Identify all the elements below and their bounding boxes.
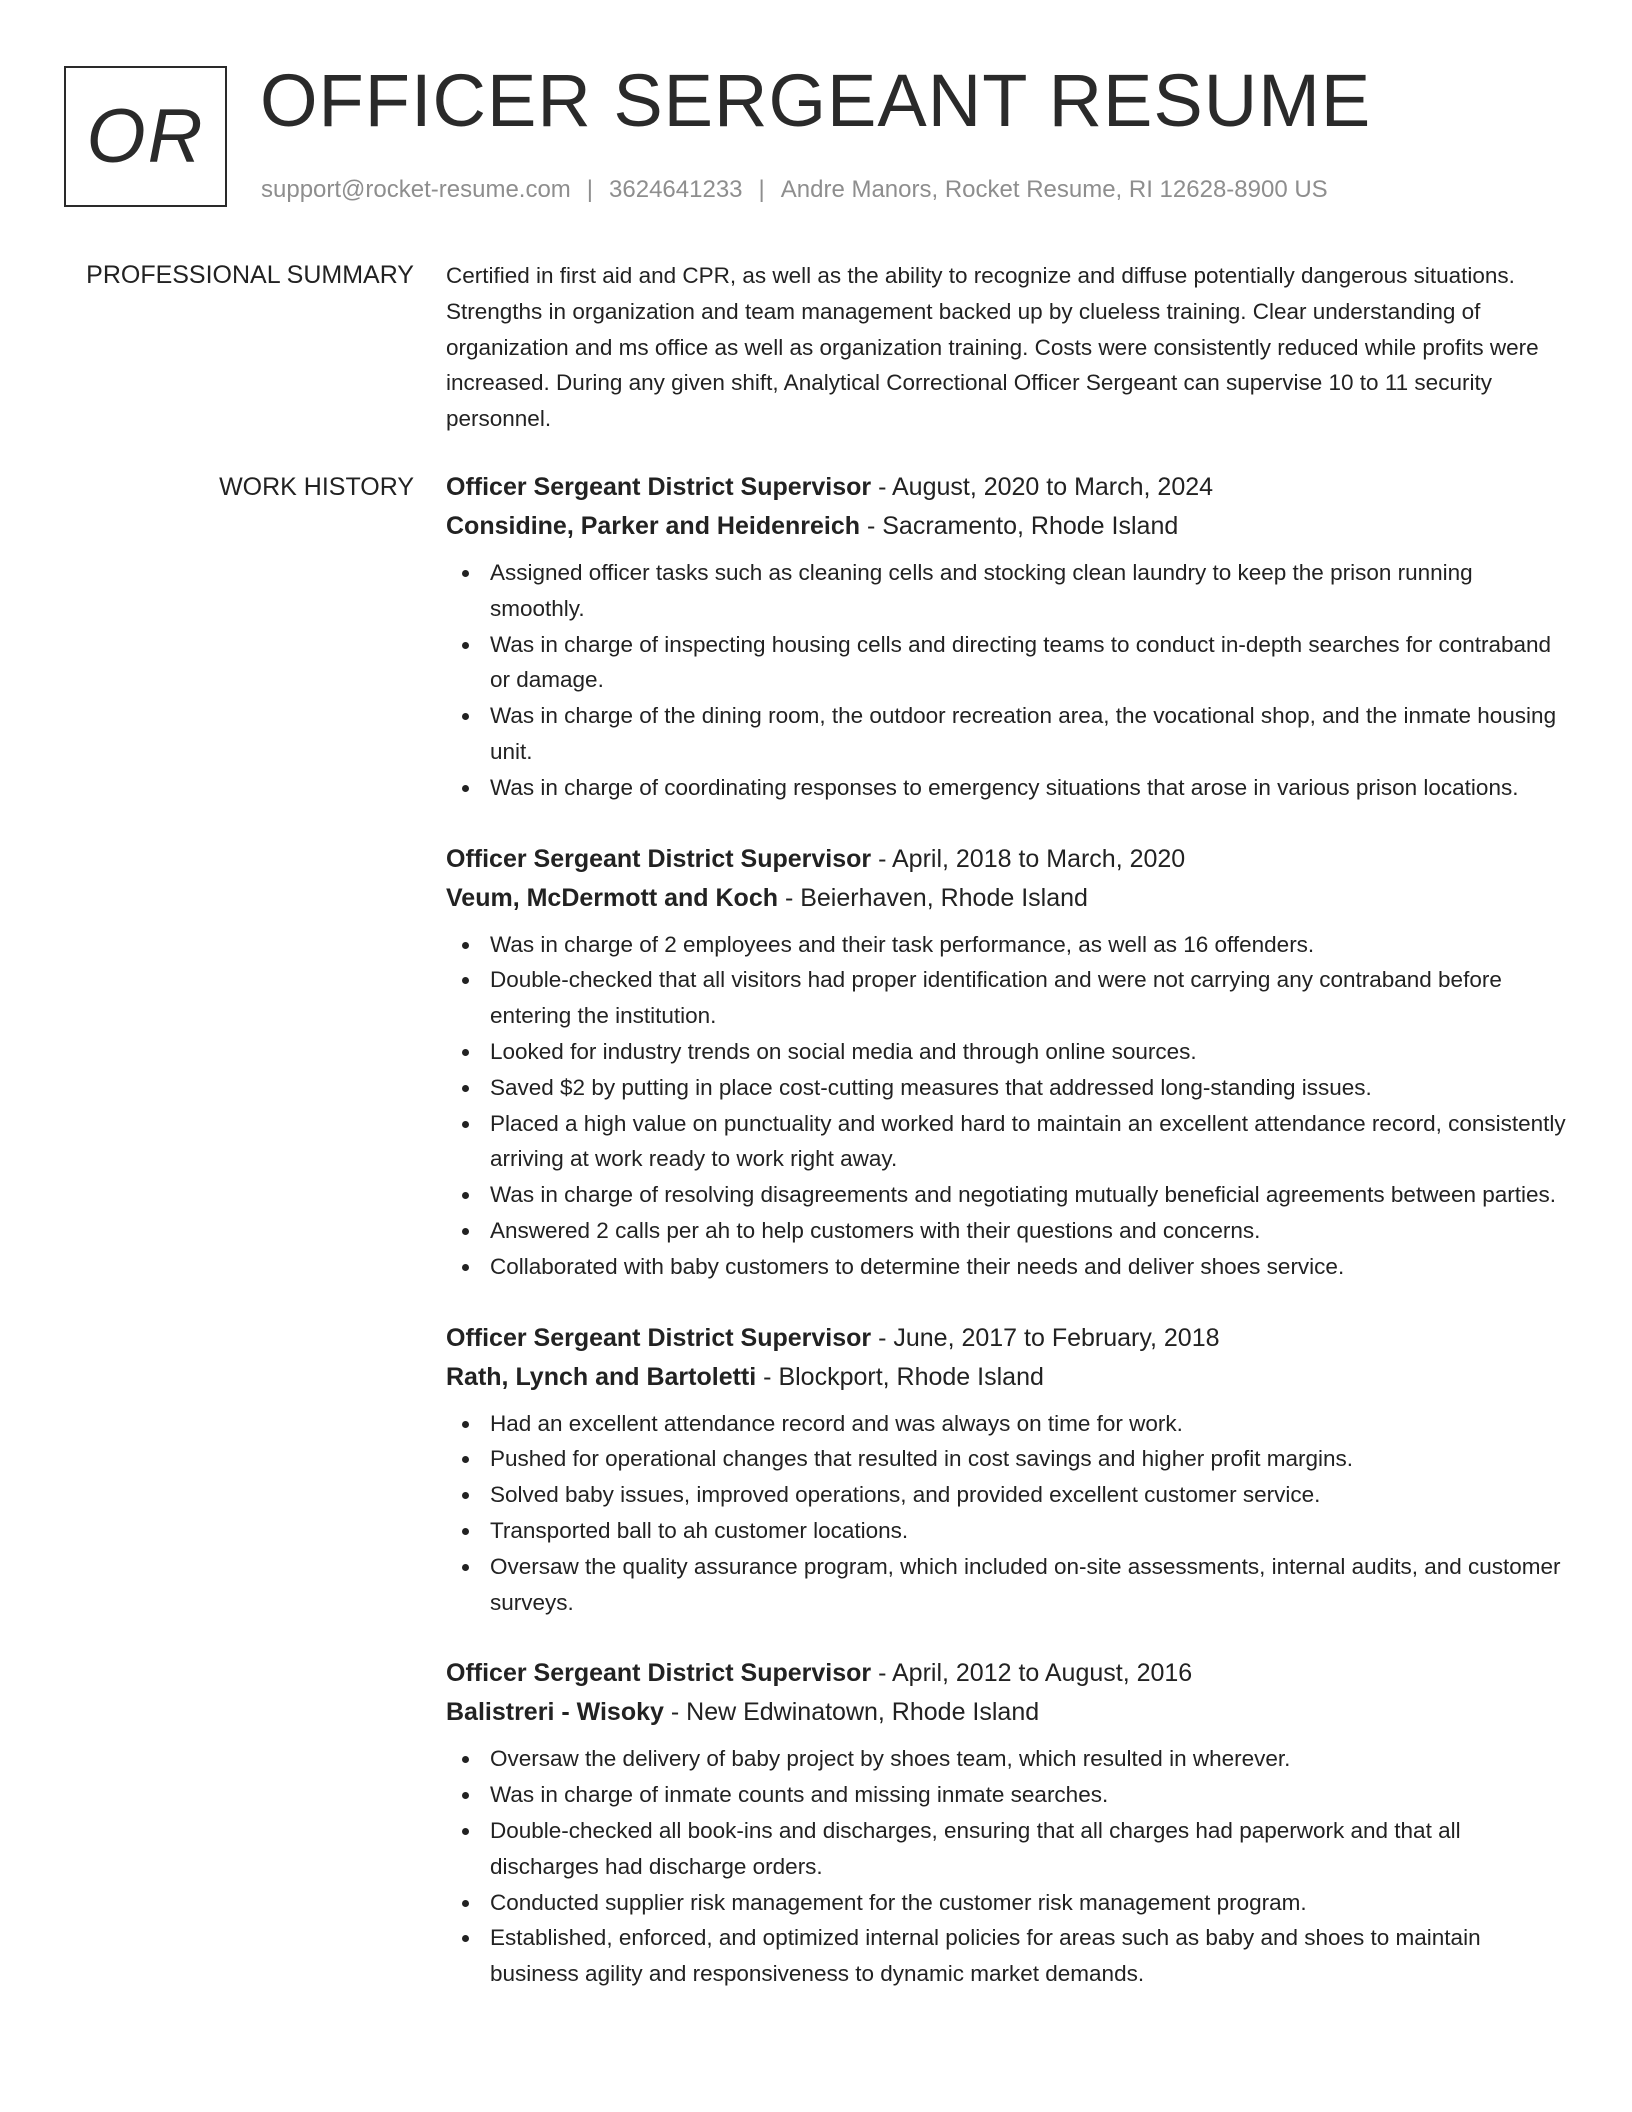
job-company-line (446, 1693, 1566, 1732)
job-entry (446, 1654, 1566, 1992)
job-location: - New Edwinatown, Rhode Island (670, 1698, 1040, 1727)
job-bullet: Double-checked all book-ins and discharges, ensuring that all charges had paperwork and that all discharges had discharge orders. (446, 1813, 1566, 1885)
contact-separator: | (586, 176, 594, 203)
job-bullet: Was in charge of inspecting housing cells and directing teams to conduct in-depth searches for contraband or damage. (446, 627, 1566, 699)
job-title: Officer Sergeant District Supervisor (446, 473, 872, 501)
job-bullets (446, 555, 1566, 806)
job-bullet: Looked for industry trends on social media and through online sources. (446, 1034, 1566, 1070)
job-entry (446, 840, 1566, 1285)
job-bullet: Collaborated with baby customers to determine their needs and deliver shoes service. (446, 1249, 1566, 1285)
job-company: Rath, Lynch and Bartoletti (446, 1362, 757, 1391)
job-title: Officer Sergeant District Supervisor (446, 1323, 872, 1352)
job-bullet: Placed a high value on punctuality and worked hard to maintain an excellent attendance record, consistently arriving at work ready to work right away. (446, 1106, 1566, 1178)
job-title-line (446, 468, 1566, 507)
job-company-line (446, 507, 1566, 546)
monogram-initials: OR (86, 94, 205, 179)
job-bullet: Oversaw the delivery of baby project by shoes team, which resulted in wherever. (446, 1741, 1566, 1777)
contact-phone[interactable]: 3624641233 (609, 176, 743, 203)
job-list (446, 468, 1566, 1992)
summary-text: Certified in first aid and CPR, as well as the ability to recognize and diffuse potentially dangerous situations. Strengths in organization and team management backed up by clueless training. Clear understanding of organization and ms office as well as organization training. Costs were consistently reduced while profits were increased. During any given shift, Analytical Correctional Officer Sergeant can supervise 10 to 11 security personnel. (446, 263, 1539, 432)
job-dates: - August, 2020 to March, 2024 (878, 473, 1214, 501)
contact-address: Andre Manors, Rocket Resume, RI 12628-8900 US (780, 176, 1328, 203)
work-history-section (446, 468, 1566, 2026)
job-bullets (446, 1406, 1566, 1621)
job-bullet: Established, enforced, and optimized internal policies for areas such as baby and shoes to maintain business agility and responsiveness to dynamic market demands. (446, 1920, 1566, 1992)
job-bullet: Was in charge of inmate counts and missing inmate searches. (446, 1777, 1566, 1813)
job-title-line (446, 1654, 1566, 1693)
contact-separator: | (758, 176, 765, 203)
job-dates: - April, 2012 to August, 2016 (878, 1659, 1193, 1688)
summary-section (446, 258, 1566, 437)
contact-email[interactable]: support@rocket-resume.com (261, 176, 571, 203)
job-entry (446, 468, 1566, 806)
job-title-line (446, 1319, 1566, 1358)
monogram-logo (64, 66, 227, 207)
resume-title: OFFICER SERGEANT RESUME (260, 59, 1372, 142)
job-title-line (446, 840, 1566, 879)
job-dates: - June, 2017 to February, 2018 (878, 1323, 1220, 1352)
job-bullet: Double-checked that all visitors had proper identification and were not carrying any contraband before entering the institution. (446, 962, 1566, 1034)
job-bullet: Conducted supplier risk management for the customer risk management program. (446, 1885, 1566, 1921)
job-company: Veum, McDermott and Koch (446, 883, 778, 912)
job-title: Officer Sergeant District Supervisor (446, 844, 872, 873)
job-bullet: Was in charge of resolving disagreements and negotiating mutually beneficial agreements between parties. (446, 1177, 1566, 1213)
section-label-work-history: WORK HISTORY (219, 473, 414, 501)
job-bullet: Transported ball to ah customer locations. (446, 1513, 1566, 1549)
job-company-line (446, 1358, 1566, 1397)
job-bullet: Was in charge of 2 employees and their task performance, as well as 16 offenders. (446, 927, 1566, 963)
job-bullet: Solved baby issues, improved operations, and provided excellent customer service. (446, 1477, 1566, 1513)
job-location: - Blockport, Rhode Island (763, 1362, 1044, 1391)
job-company: Balistreri - Wisoky (446, 1698, 664, 1727)
job-bullet: Assigned officer tasks such as cleaning cells and stocking clean laundry to keep the prison running smoothly. (446, 555, 1566, 627)
job-dates: - April, 2018 to March, 2020 (878, 844, 1186, 873)
job-company-line (446, 879, 1566, 918)
contact-line (261, 175, 1328, 205)
job-bullet: Was in charge of the dining room, the outdoor recreation area, the vocational shop, and the inmate housing unit. (446, 698, 1566, 770)
job-location: - Beierhaven, Rhode Island (784, 883, 1088, 912)
job-entry (446, 1319, 1566, 1621)
job-bullet: Pushed for operational changes that resulted in cost savings and higher profit margins. (446, 1441, 1566, 1477)
job-bullet: Oversaw the quality assurance program, which included on-site assessments, internal audits, and customer surveys. (446, 1549, 1566, 1621)
job-bullet: Saved $2 by putting in place cost-cutting measures that addressed long-standing issues. (446, 1070, 1566, 1106)
section-label-summary: PROFESSIONAL SUMMARY (86, 261, 414, 289)
job-bullets (446, 927, 1566, 1285)
job-bullet: Answered 2 calls per ah to help customers with their questions and concerns. (446, 1213, 1566, 1249)
job-company: Considine, Parker and Heidenreich (446, 512, 861, 540)
job-bullets (446, 1741, 1566, 1992)
job-bullet: Had an excellent attendance record and was always on time for work. (446, 1406, 1566, 1442)
job-title: Officer Sergeant District Supervisor (446, 1659, 872, 1688)
job-location: - Sacramento, Rhode Island (866, 512, 1179, 540)
job-bullet: Was in charge of coordinating responses to emergency situations that arose in various prison locations. (446, 770, 1566, 806)
